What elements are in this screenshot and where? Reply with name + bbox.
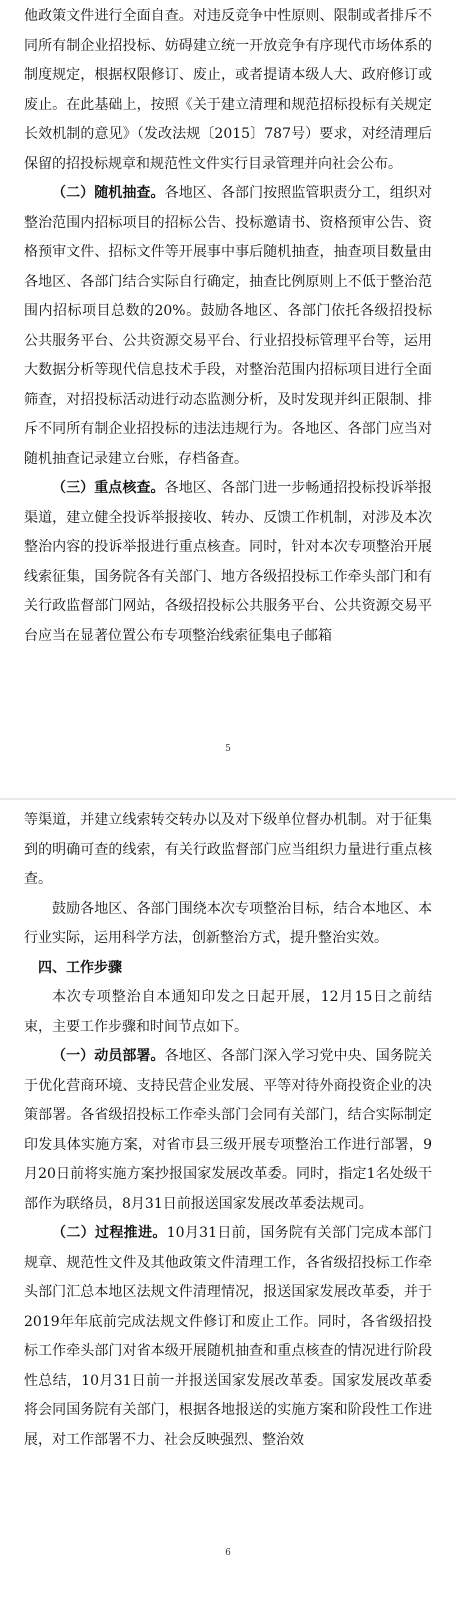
document-page-5 [0,0,456,798]
page-body [24,2,432,651]
page-number: 6 [225,1548,231,1558]
section-heading-work-steps: 四、工作步骤 [38,959,122,976]
paragraph-self-review: 他政策文件进行全面自查。对违反竞争中性原则、限制或者排斥不同所有制企业招投标、妨碍建立统一开放竞争有序现代市场体系的制度规定，根据权限修订、废止，或者提请本级人大、政府修订或废止。在此基础上，按照《关于建立清理和规范招标投标有关规定长效机制的意见》（发改法规〔2015〕787号）要求，对经清理后保留的招投标规章和规范性文件实行目录管理并向社会公布。 [24,8,432,172]
section-lead-mobilization: （一）动员部署。 [52,1048,165,1064]
paragraph-random-inspection [24,179,432,474]
section-lead-random-inspection: （二）随机抽查。 [52,185,165,201]
section-lead-key-verification: （三）重点核查。 [52,480,165,496]
document-page-6 [0,800,456,1600]
paragraph-process [24,1219,432,1455]
paragraph-continuation: 等渠道，并建立线索转交转办以及对下级单位督办机制。对于征集到的明确可查的线索，有关行政监督部门应当组织力量进行重点核查。 [24,812,432,887]
paragraph-mobilization [24,1042,432,1219]
paragraph-body: 10月31日前，国务院有关部门完成本部门规章、规范性文件及其他政策文件清理工作，各省级招投标工作牵头部门汇总本地区法规文件清理情况，报送国家发展改革委，并于2019年年底前完成法规文件修订和废止工作。同时，各省级招投标工作牵头部门对省本级开展随机抽查和重点核查的情况进行阶段性总结，10月31日前一并报送国家发展改革委。国家发展改革委将会同国务院有关部门，根据各地报送的实施方案和阶段性工作进展，对工作部署不力、社会反映强烈、整治效 [24,1225,432,1448]
paragraph-encouragement: 鼓励各地区、各部门围绕本次专项整治目标，结合本地区、本行业实际，运用科学方法，创新整治方式，提升整治实效。 [24,900,432,946]
section-lead-process: （二）过程推进。 [52,1225,167,1241]
paragraph-timeline: 本次专项整治自本通知印发之日起开展，12月15日之前结束，主要工作步骤和时间节点如下。 [24,989,432,1035]
paragraph-key-verification [24,474,432,651]
page-number: 5 [225,744,231,754]
paragraph-body: 各地区、各部门按照监管职责分工，组织对整治范围内招标项目的招标公告、投标邀请书、资格预审公告、资格预审文件、招标文件等开展事中事后随机抽查，抽查项目数量由各地区、各部门结合实际自行确定，抽查比例原则上不低于整治范围内招标项目总数的20%。鼓励各地区、各部门依托各级招投标公共服务平台、公共资源交易平台、行业招投标管理平台等，运用大数据分析等现代信息技术手段，对整治范围内招标项目进行全面筛查，对招投标活动进行动态监测分析，及时发现并纠正限制、排斥不同所有制企业招投标的违法违规行为。各地区、各部门应当对随机抽查记录建立台账，存档备查。 [24,185,433,467]
paragraph-body: 各地区、各部门进一步畅通招投标投诉举报渠道，建立健全投诉举报接收、转办、反馈工作机制，对涉及本次整治内容的投诉举报进行重点核查。同时，针对本次专项整治开展线索征集，国务院各有关部门、地方各级招投标工作牵头部门和有关行政监督部门网站，各级招投标公共服务平台、公共资源交易平台应当在显著位置公布专项整治线索征集电子邮箱 [24,480,433,644]
paragraph-body: 各地区、各部门深入学习党中央、国务院关于优化营商环境、支持民营企业发展、平等对待外商投资企业的决策部署。各省级招投标工作牵头部门会同有关部门，结合实际制定印发具体实施方案，对省市县三级开展专项整治工作进行部署，9月20日前将实施方案抄报国家发展改革委。同时，指定1名处级干部作为联络员，8月31日前报送国家发展改革委法规司。 [24,1048,433,1212]
page-body [24,806,432,1455]
